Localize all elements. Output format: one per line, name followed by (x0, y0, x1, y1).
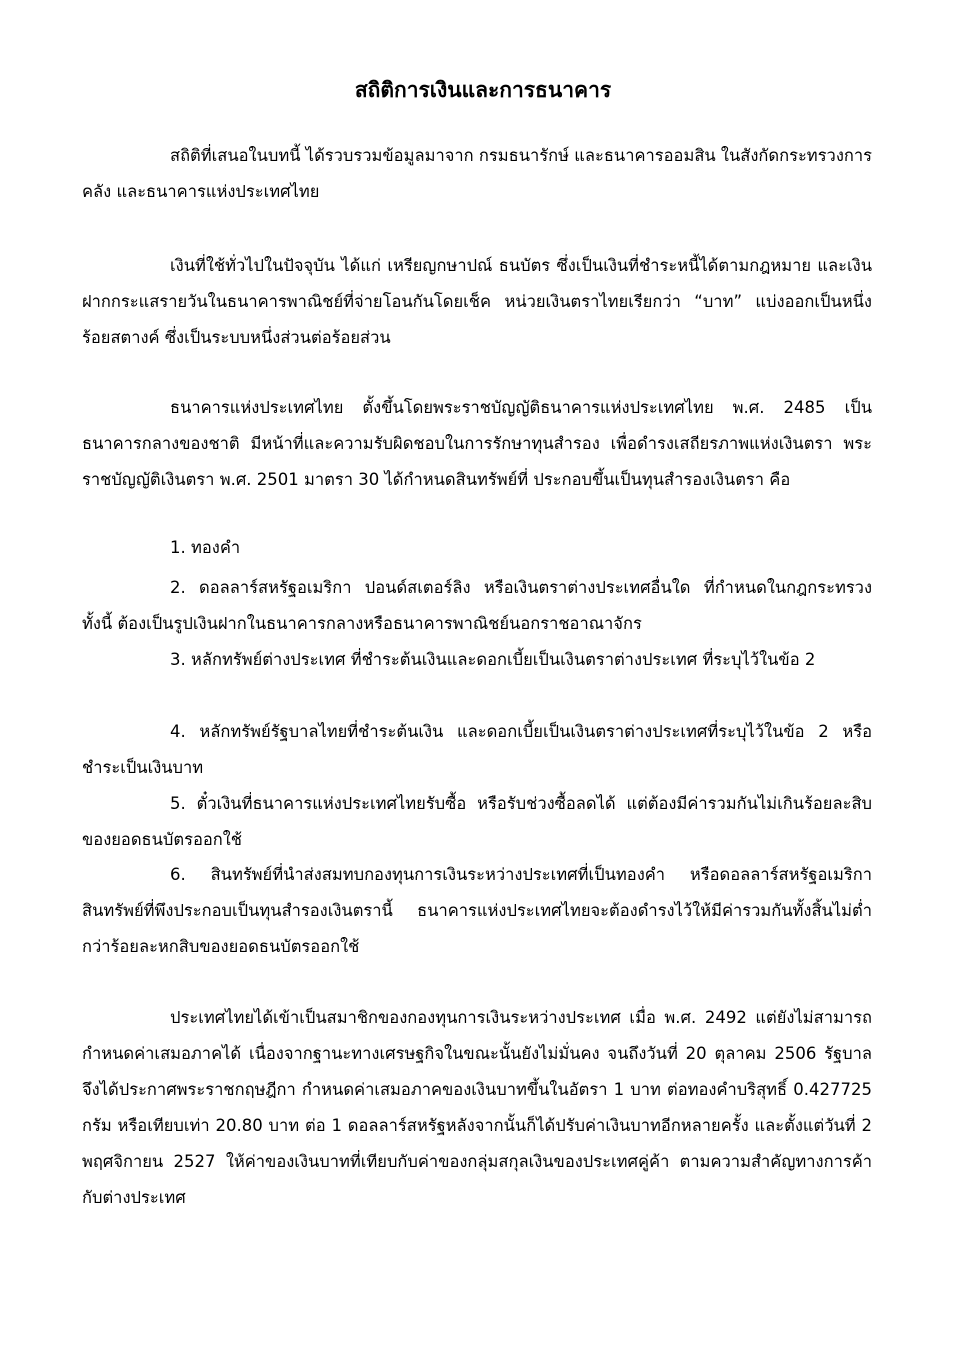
reserve-list-item: 5. ตั๋วเงินที่ธนาคารแห่งประเทศไทยรับซื้อ หรือรับช่วงซื้อลดได้ แต่ต้องมีค่ารวมกันไม่เกินร้อยละสิบของยอดธนบัตรออกใช้ (82, 794, 872, 849)
reserve-list-item: 4. หลักทรัพย์รัฐบาลไทยที่ชำระต้นเงิน และดอกเบี้ยเป็นเงินตราต่างประเทศที่ระบุไว้ในข้อ 2 หรือชำระเป็นเงินบาท (82, 722, 872, 777)
reserve-list-item: 1. ทองคำ (170, 538, 241, 557)
intro-paragraph: สถิติที่เสนอในบทนี้ ได้รวบรวมข้อมูลมาจาก กรมธนารักษ์ และธนาคารออมสิน ในสังกัดกระทรวงการคลัง และธนาคารแห่งประเทศไทย (82, 146, 872, 201)
reserve-list-item: 3. หลักทรัพย์ต่างประเทศ ที่ชำระต้นเงินและดอกเบี้ยเป็นเงินตราต่างประเทศ ที่ระบุไว้ในข้อ 2 (170, 650, 816, 669)
reserve-list-item: 2. ดอลลาร์สหรัฐอเมริกา ปอนด์สเตอร์ลิง หรือเงินตราต่างประเทศอื่นใด ที่กำหนดในกฎกระทรวง ทั้งนี้ ต้องเป็นรูปเงินฝากในธนาคารกลางหรือธนาคารพาณิชย์นอกราชอาณาจักร (82, 578, 872, 633)
currency-paragraph: เงินที่ใช้ทั่วไปในปัจจุบัน ได้แก่ เหรียญกษาปณ์ ธนบัตร ซึ่งเป็นเงินที่ชำระหนี้ได้ตามกฎหมาย และเงินฝากกระแสรายวันในธนาคารพาณิชย์ที่จ่ายโอนกันโดยเช็ค หน่วยเงินตราไทยเรียกว่า “บาท” แบ่งออกเป็นหนึ่งร้อยสตางค์ ซึ่งเป็นระบบหนึ่งส่วนต่อร้อยส่วน (82, 256, 872, 347)
reserve-list-item: 6. สินทรัพย์ที่นำส่งสมทบกองทุนการเงินระหว่างประเทศที่เป็นทองคำ หรือดอลลาร์สหรัฐอเมริกา สินทรัพย์ที่พึงประกอบเป็นทุนสำรองเงินตรานี้ ธนาคารแห่งประเทศไทยจะต้องดำรงไว้ให้มีค่ารวมกันทั้งสิ้นไม่ต่ำกว่าร้อยละหกสิบของยอดธนบัตรออกใช้ (82, 865, 872, 956)
central-bank-paragraph: ธนาคารแห่งประเทศไทย ตั้งขึ้นโดยพระราชบัญญัติธนาคารแห่งประเทศไทย พ.ศ. 2485 เป็นธนาคารกลางของชาติ มีหน้าที่และความรับผิดชอบในการรักษาทุนสำรอง เพื่อดำรงเสถียรภาพแห่งเงินตรา พระราชบัญญัติเงินตรา พ.ศ. 2501 มาตรา 30 ได้กำหนดสินทรัพย์ที่ ประกอบขึ้นเป็นทุนสำรองเงินตรา คือ (82, 398, 872, 489)
imf-paragraph: ประเทศไทยได้เข้าเป็นสมาชิกของกองทุนการเงินระหว่างประเทศ เมื่อ พ.ศ. 2492 แต่ยังไม่สามารถกำหนดค่าเสมอภาคได้ เนื่องจากฐานะทางเศรษฐกิจในขณะนั้นยังไม่มั่นคง จนถึงวันที่ 20 ตุลาคม 2506 รัฐบาลจึงได้ประกาศพระราชกฤษฎีกา กำหนดค่าเสมอภาคของเงินบาทขึ้นในอัตรา 1 บาท ต่อทองคำบริสุทธิ์ 0.427725 กรัม หรือเทียบเท่า 20.80 บาท ต่อ 1 ดอลลาร์สหรัฐหลังจากนั้นก็ได้ปรับค่าเงินบาทอีกหลายครั้ง และตั้งแต่วันที่ 2 พฤศจิกายน 2527 ให้ค่าของเงินบาทที่เทียบกับค่าของกลุ่มสกุลเงินของประเทศคู่ค้า ตามความสำคัญทางการค้ากับต่างประเทศ (82, 1008, 872, 1207)
page-title: สถิติการเงินและการธนาคาร (354, 78, 612, 102)
